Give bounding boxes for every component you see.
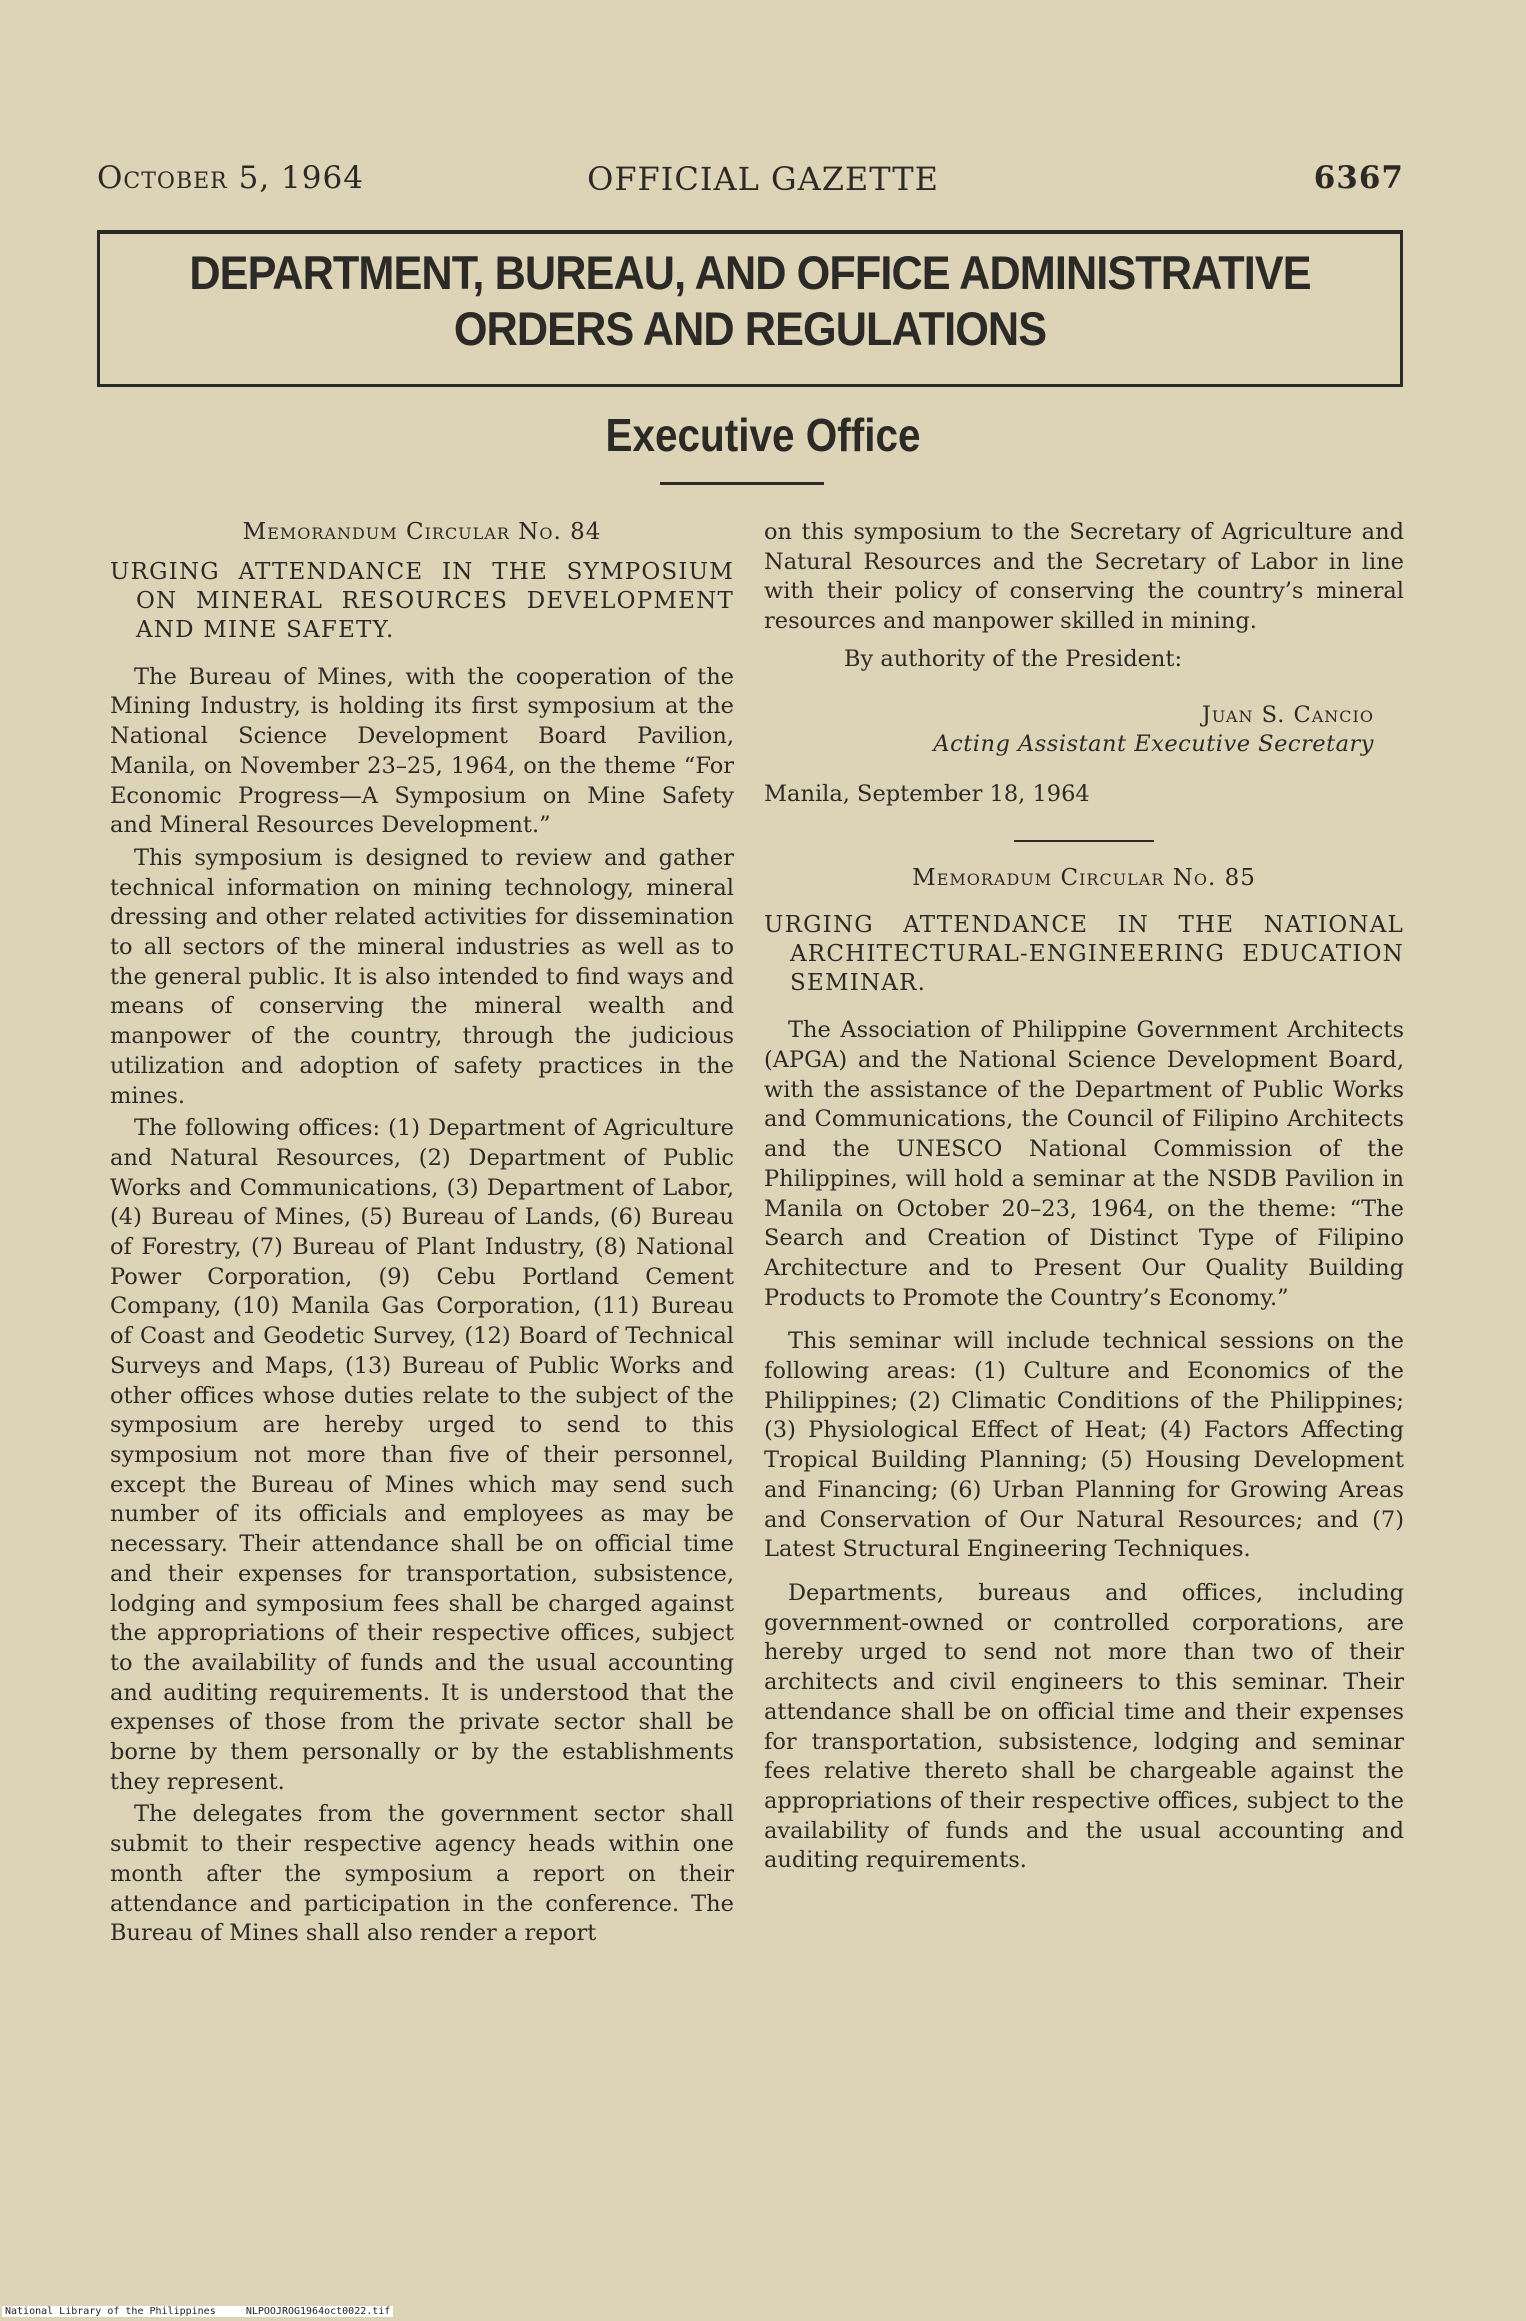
- circular-divider: [1014, 840, 1154, 842]
- circular-85-number: Memoradum Circular No. 85: [912, 864, 1256, 891]
- section-title: [149, 245, 1351, 357]
- signer-title: Acting Assistant Executive Secretary: [933, 731, 1374, 758]
- left-column: [110, 518, 734, 1949]
- title-box-left-rule: [97, 230, 100, 387]
- circular-85-paragraph-2: This seminar will include technical sessions on the following areas: (1) Culture and Economics of the Philippines; (2) Climatic Conditions of the Philippines; (3) Physiological Effect of Heat; (4) Factors Affecting Tropical Building Planning; (5) Housing Development and Financing; (6) Urban Planning for Growing Areas and Conservation of Our Natural Resources; and (7) Latest Structural Engineering Techniques.: [764, 1328, 1404, 1563]
- circular-84-number: Memorandum Circular No. 84: [242, 519, 602, 545]
- office-heading: Executive Office: [605, 409, 921, 461]
- right-column: [764, 518, 1404, 1876]
- circular-84-subject: URGING ATTENDANCE IN THE SYMPOSIUM ON MINERAL RESOURCES DEVELOPMENT AND MINE SAFETY.: [110, 558, 734, 643]
- circular-84-paragraph-3: The following offices: (1) Department of Agriculture and Natural Resources, (2) Department of Public Works and Communications, (3) Department of Labor, (4) Bureau of Mines, (5) Bureau of Lands, (6) Bureau of Forestry, (7) Bureau of Plant Industry, (8) National Power Corporation, (9) Cebu Portland Cement Company, (10) Manila Gas Corporation, (11) Bureau of Coast and Geodetic Survey, (12) Board of Technical Surveys and Maps, (13) Bureau of Public Works and other offices whose duties relate to the subject of the symposium are hereby urged to send to this symposium not more than five of their personnel, except the Bureau of Mines which may send such number of its officials and employees as may be necessary. Their attendance shall be on official time and their expenses for transportation, subsistence, lodging and symposium fees shall be charged against the appropriations of their respective offices, subject to the availability of funds and the usual accounting and auditing requirements. It is understood that the expenses of those from the private sector shall be borne by them personally or by the establishments they represent.: [110, 1115, 734, 1795]
- place-date: Manila, September 18, 1964: [764, 780, 1090, 807]
- scan-footer: National Library of the Philippines NLPOOJROG1964oct0022.tif: [2, 2306, 393, 2317]
- page-number: 6367: [1313, 160, 1404, 196]
- circular-85-subject: URGING ATTENDANCE IN THE NATIONAL ARCHITECTURAL-ENGINEERING EDUCATION SEMINAR.: [764, 912, 1404, 997]
- authority-line: By authority of the President:: [844, 645, 1183, 672]
- circular-84-paragraph-1: The Bureau of Mines, with the cooperation of the Mining Industry, is holding its first symposium at the National Science Development Board Pavilion, Manila, on November 23–25, 1964, on the theme “For Economic Progress—A Symposium on Mine Safety and Mineral Resources Development.”: [110, 663, 734, 839]
- title-box-right-rule: [1400, 230, 1403, 387]
- circular-84-paragraph-5: on this symposium to the Secretary of Agriculture and Natural Resources and the Secretary of Labor in line with their policy of conserving the country’s mineral resources and manpower skilled in mining.: [764, 519, 1404, 635]
- title-box-top-rule: [97, 230, 1403, 234]
- section-title-line2: ORDERS AND REGULATIONS: [453, 302, 1047, 355]
- circular-85-paragraph-1: The Association of Philippine Government Architects (APGA) and the National Science Development Board, with the assistance of the Department of Public Works and Communications, the Council of Filipino Architects and the UNESCO National Commission of the Philippines, will hold a seminar at the NSDB Pavilion in Manila on October 20–23, 1964, on the theme: “The Search and Creation of Distinct Type of Filipino Architecture and to Present Our Quality Building Products to Promote the Country’s Economy.”: [764, 1017, 1404, 1311]
- title-box-bottom-rule: [97, 384, 1403, 387]
- issue-date: October 5, 1964: [97, 160, 364, 196]
- circular-84-paragraph-4: The delegates from the government sector shall submit to their respective agency heads within one month after the symposium a report on their attendance and participation in the conference. The Bureau of Mines shall also render a report: [110, 1801, 734, 1947]
- circular-84-paragraph-2: This symposium is designed to review and gather technical information on mining technology, mineral dressing and other related activities for dissemination to all sectors of the mineral industries as well as to the general public. It is also intended to find ways and means of conserving the mineral wealth and manpower of the country, through the judicious utilization and adoption of safety practices in the mines.: [110, 844, 734, 1109]
- circular-85-paragraph-3: Departments, bureaus and offices, including government-owned or controlled corporations, are hereby urged to send not more than two of their architects and civil engineers to this seminar. Their attendance shall be on official time and their expenses for transportation, subsistence, lodging and seminar fees relative thereto shall be chargeable against the appropriations of their respective offices, subject to the availability of funds and the usual accounting and auditing requirements.: [764, 1579, 1404, 1874]
- publication-title: OFFICIAL GAZETTE: [587, 160, 939, 198]
- section-title-line1: DEPARTMENT, BUREAU, AND OFFICE ADMINISTRATIVE: [189, 246, 1311, 299]
- signer-name: Juan S. Cancio: [1201, 701, 1374, 728]
- office-underline: [660, 482, 824, 485]
